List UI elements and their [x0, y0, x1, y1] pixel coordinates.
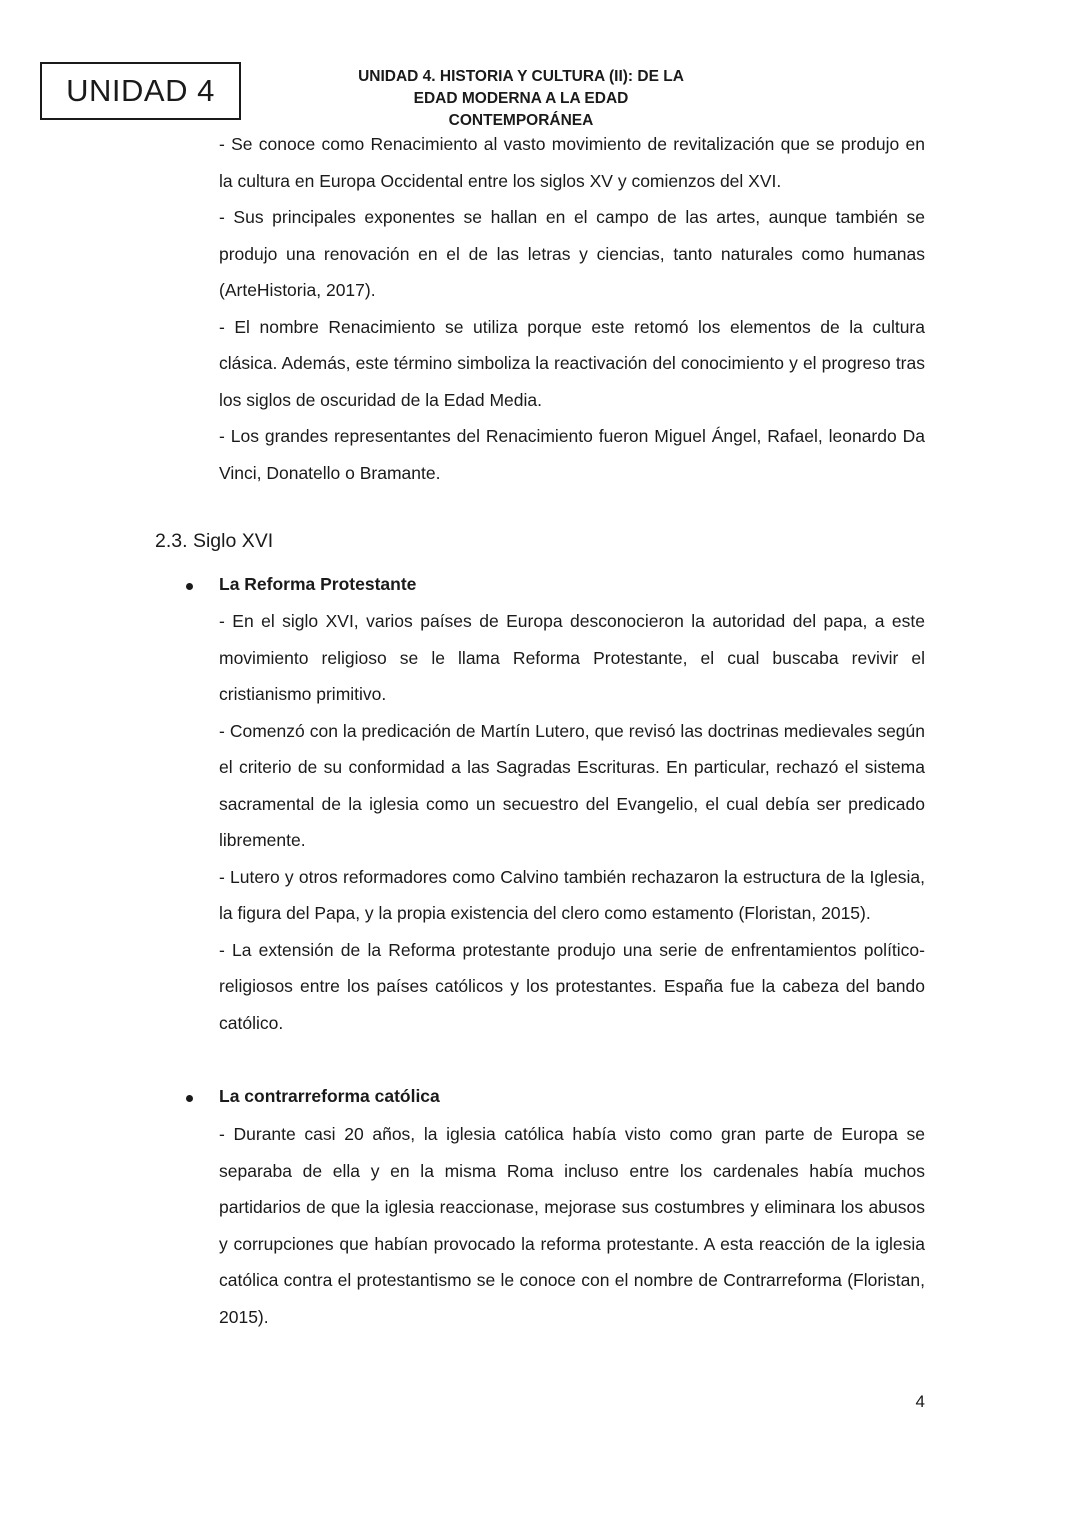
- intro-section: [219, 126, 925, 491]
- document-header-title: [330, 66, 712, 132]
- bullet-title-reforma: La Reforma Protestante: [219, 574, 417, 594]
- reforma-paragraph-3: - Lutero y otros reformadores como Calvino también rechazaron la estructura de la Iglesia, la figura del Papa, y la propia existencia del clero como estamento (Floristan, 2015).: [219, 866, 925, 923]
- reforma-paragraph-2: - Comenzó con la predicación de Martín Lutero, que revisó las doctrinas medievales según el criterio de su conformidad a las Sagradas Escrituras. En particular, rechazó el sistema sacramental de la iglesia como un secuestro del Evangelio, el cual debía ser predicado libremente.: [219, 720, 925, 850]
- intro-paragraph-2: - Sus principales exponentes se hallan en el campo de las artes, aunque también se produjo una renovación en el de las letras y ciencias, tanto naturales como humanas (ArteHistoria, 2017).: [219, 207, 925, 300]
- page-number: 4: [915, 1392, 925, 1411]
- section-heading: 2.3. Siglo XVI: [155, 530, 274, 552]
- unit-label-box: [40, 62, 241, 120]
- header-title-line-3: CONTEMPORÁNEA: [448, 112, 594, 129]
- intro-paragraph-1: - Se conoce como Renacimiento al vasto movimiento de revitalización que se produjo en la cultura en Europa Occidental entre los siglos XV y comienzos del XVI.: [219, 134, 925, 191]
- reforma-paragraph-1: - En el siglo XVI, varios países de Europa desconocieron la autoridad del papa, a este movimiento religioso se le llama Reforma Protestante, el cual buscaba revivir el cristianismo primitivo.: [219, 611, 925, 704]
- bullet-icon: [186, 1095, 193, 1102]
- reforma-block: [219, 603, 925, 1041]
- bullet-title-contrarreforma: La contrarreforma católica: [219, 1086, 440, 1106]
- intro-paragraph-4: - Los grandes representantes del Renacimiento fueron Miguel Ángel, Rafael, leonardo Da Vinci, Donatello o Bramante.: [219, 426, 925, 483]
- header-title-line-1: UNIDAD 4. HISTORIA Y CULTURA (II): DE LA: [358, 68, 684, 85]
- contrarreforma-paragraph-1: - Durante casi 20 años, la iglesia católica había visto como gran parte de Europa se separaba de ella y en la misma Roma incluso entre los cardenales había muchos partidarios de que la iglesia reaccionase, mejorase sus costumbres y eliminara los abusos y corrupciones que habían provocado la reforma protestante. A esta reacción de la iglesia católica contra el protestantismo se le conoce con el nombre de Contrarreforma (Floristan, 2015).: [219, 1124, 925, 1327]
- reforma-paragraph-4: - La extensión de la Reforma protestante produjo una serie de enfrentamientos político-religiosos entre los países católicos y los protestantes. España fue la cabeza del bando católico.: [219, 939, 925, 1033]
- bullet-icon: [186, 583, 193, 590]
- unit-label: UNIDAD 4: [66, 73, 215, 108]
- intro-paragraph-3: - El nombre Renacimiento se utiliza porque este retomó los elementos de la cultura clásica. Además, este término simboliza la reactivación del conocimiento y el progreso tras los siglos de oscuridad de la Edad Media.: [219, 316, 925, 410]
- header-title-line-2: EDAD MODERNA A LA EDAD: [413, 90, 629, 107]
- contrarreforma-block: [219, 1116, 925, 1335]
